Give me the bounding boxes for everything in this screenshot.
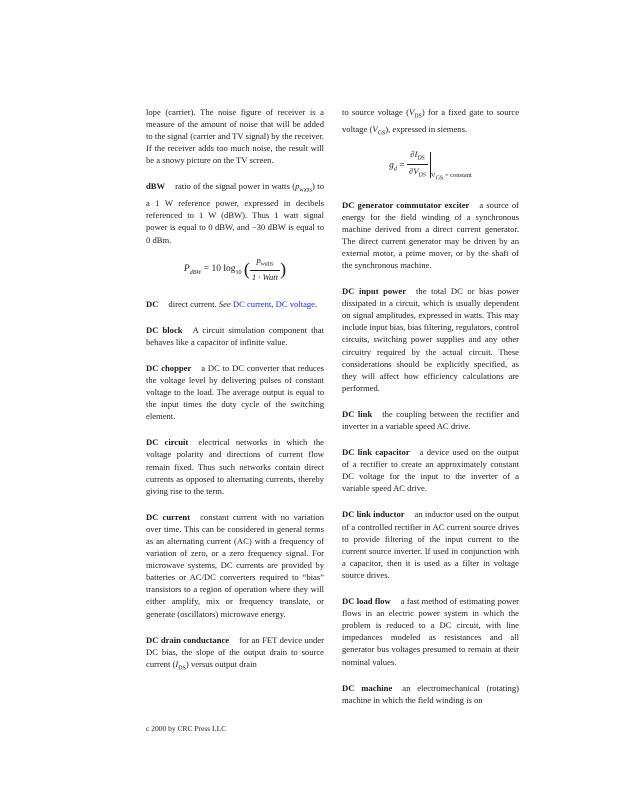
num-symbol: ∂I <box>410 148 418 159</box>
entry-definition: constant current with no variation over time. This can be considered in general terms as an alternating current (AC) with a frequency of variation of zero, or a zero frequency signal. For microwave systems, DC currents are provided by batteries or AC/DC converters required to “bias” transistors to a region of operation where they will either amplify, mix or frequency translate, or generate (oscillators) microwave energy. <box>146 511 324 619</box>
entry-term: dBW <box>146 181 166 192</box>
num-subscript: DS <box>417 155 425 162</box>
fraction <box>407 148 428 183</box>
entry-definition: the coupling between the rectifier and inverter in a variable speed AC drive. <box>342 408 519 432</box>
entry-term: DC link inductor <box>342 509 405 520</box>
entry-term: DC chopper <box>146 362 192 373</box>
entry-term: DC link <box>342 408 373 419</box>
eq-lhs-subscript: dBW <box>189 269 202 276</box>
eq-log-subscript: 10 <box>235 269 242 276</box>
entry-definition: a source of energy for the field winding of a synchronous machine derived from a direct current generator. The direct current generator may be driven by an external motor, a prime mover, or by the shaft of the synchronous machine. <box>342 199 519 270</box>
right-column <box>342 106 519 706</box>
text-fragment: ) for a fixed gate to source voltage ( <box>342 107 520 134</box>
entry-dc-input-power <box>342 285 519 394</box>
evaluation-condition <box>430 172 472 182</box>
entry-definition: the total DC or bias power dissipated in a circuit, which is usually dependent on signal amplitudes, expressed in watts. This may include input bias, bias filtering, regulators, control circuits, switching power supplies and any other circuitry required by the actual circuit. These considerations should be explicitly specified, as they will affect how efficiency calculations are performed. <box>342 286 519 393</box>
see-label: See <box>218 298 231 309</box>
entry-dc-load-flow <box>342 595 519 668</box>
link-dc-current[interactable]: DC current <box>232 298 272 309</box>
entry-definition: direct current. <box>168 298 217 309</box>
entry-definition: electrical networks in which the voltage polarity and directions of current flow remain fixed. Thus such networks contain direct currents as opposed to alternating currents, thereby giving rise to the term. <box>146 437 324 496</box>
cond-symbol: V <box>430 172 436 180</box>
eq-mid: = 10 log <box>203 263 236 274</box>
entry-term: DC current <box>146 511 191 522</box>
fraction-numerator <box>407 148 428 166</box>
entry-definition: ratio of the signal power in watts ( <box>175 181 296 192</box>
den-symbol: ∂V <box>409 166 419 177</box>
den-subscript: DS <box>418 173 426 180</box>
fraction <box>250 254 280 284</box>
paren-open: ( <box>243 258 250 279</box>
entry-term: DC load flow <box>342 596 391 607</box>
entry-dc-circuit <box>146 436 324 496</box>
entry-dc-link-capacitor <box>342 446 519 494</box>
period: . <box>315 298 318 309</box>
eq-lhs-subscript: d <box>393 166 397 173</box>
entry-definition: ) to a 1 W reference power, expressed in decibels referenced to 1 W (dBW). Thus 1 watt signal power is equal to 0 dBW, and −30 dBW is equal to 0 dBm. <box>146 181 324 245</box>
gd-equation <box>342 148 519 185</box>
entry-term: DC circuit <box>146 437 189 448</box>
math-symbol: p <box>295 181 300 192</box>
entry-definition: A circuit simulation component that behaves like a capacitor of infinite value. <box>146 324 324 347</box>
num-symbol: p <box>256 254 261 265</box>
fraction-denominator <box>407 165 428 182</box>
copyright-footer: c 2000 by CRC Press LLC <box>146 724 227 733</box>
entry-dc-link-inductor <box>342 508 519 581</box>
text-fragment: to source voltage ( <box>342 107 409 117</box>
math-subscript: DS <box>414 113 422 120</box>
entry-term: DC input power <box>342 286 407 297</box>
entry-definition: an electromechanical (rotating) machine in which the field winding is on <box>342 682 519 705</box>
entry-dc-machine <box>342 682 519 706</box>
eq-equals: = <box>399 160 405 171</box>
math-symbol: V <box>372 123 378 134</box>
continued-paragraph <box>342 106 519 140</box>
left-column <box>146 106 324 675</box>
math-subscript: DS <box>178 665 186 672</box>
entry-definition: a device used on the output of a rectifier to create an approximately constant DC voltage for the input to the inverter of a variable speed AC drive. <box>342 447 519 494</box>
separator: , <box>271 298 274 309</box>
entry-term: DC machine <box>342 682 393 693</box>
entry-term: DC block <box>146 324 183 335</box>
text-fragment: ), expressed in siemens. <box>385 123 468 134</box>
entry-dc-drain-conductance <box>146 634 324 675</box>
num-subscript: watts <box>260 261 274 268</box>
cond-text: = constant <box>444 172 472 180</box>
math-subscript: watts <box>299 188 313 195</box>
fraction-denominator: 1 · Watt <box>251 272 279 283</box>
link-dc-voltage[interactable]: DC voltage <box>275 298 315 309</box>
entry-definition: for an FET device under DC bias, the slope of the output drain to source current ( <box>146 634 324 669</box>
cond-subscript: GS <box>435 175 444 182</box>
entry-term: DC link capacitor <box>342 447 410 458</box>
entry-dc-chopper <box>146 362 324 422</box>
entry-dc <box>146 298 324 310</box>
fraction-numerator <box>250 254 280 272</box>
paren-close: ) <box>280 258 287 279</box>
entry-definition: an inductor used on the output of a controlled rectifier in AC current source drives to provide filtering of the input current to the current source inverter. If used in conjunction with a capacitor, then it is used as a filter in voltage source drives. <box>342 509 519 580</box>
entry-definition: a fast method of estimating power flows in an electric power system in which the problem is reduced to a DC circuit, with line impedances modeled as resistances and all generator bus voltages presumed to remain at their nominal values. <box>342 596 519 667</box>
dbw-equation <box>146 254 324 284</box>
eq-lhs: P <box>183 263 190 274</box>
eq-lhs: g <box>389 160 394 171</box>
entry-dc-generator-commutator-exciter <box>342 199 519 272</box>
math-symbol: I <box>175 658 179 669</box>
math-symbol: V <box>408 107 415 117</box>
entry-definition: a DC to DC converter that reduces the voltage level by delivering pulses of constant voltage to the load. The average output is equal to the input times the duty cycle of the switching element. <box>146 362 325 422</box>
math-subscript: GS <box>377 130 386 137</box>
entry-term: DC drain conductance <box>146 634 230 645</box>
entry-dbw <box>146 180 324 245</box>
entry-definition: ) versus output drain <box>185 658 257 669</box>
entry-dc-link <box>342 408 519 432</box>
entry-term: DC <box>146 298 159 309</box>
entry-dc-block <box>146 324 324 348</box>
intro-paragraph: lope (carrier). The noise figure of receiver is a measure of the amount of noise that will be added to the signal (carrier and TV signal) by the receiver. If the receiver adds too much noise, the result will be a snowy picture on the TV screen. <box>146 107 324 166</box>
entry-term: DC generator commutator exciter <box>342 199 470 210</box>
entry-dc-current <box>146 511 324 620</box>
